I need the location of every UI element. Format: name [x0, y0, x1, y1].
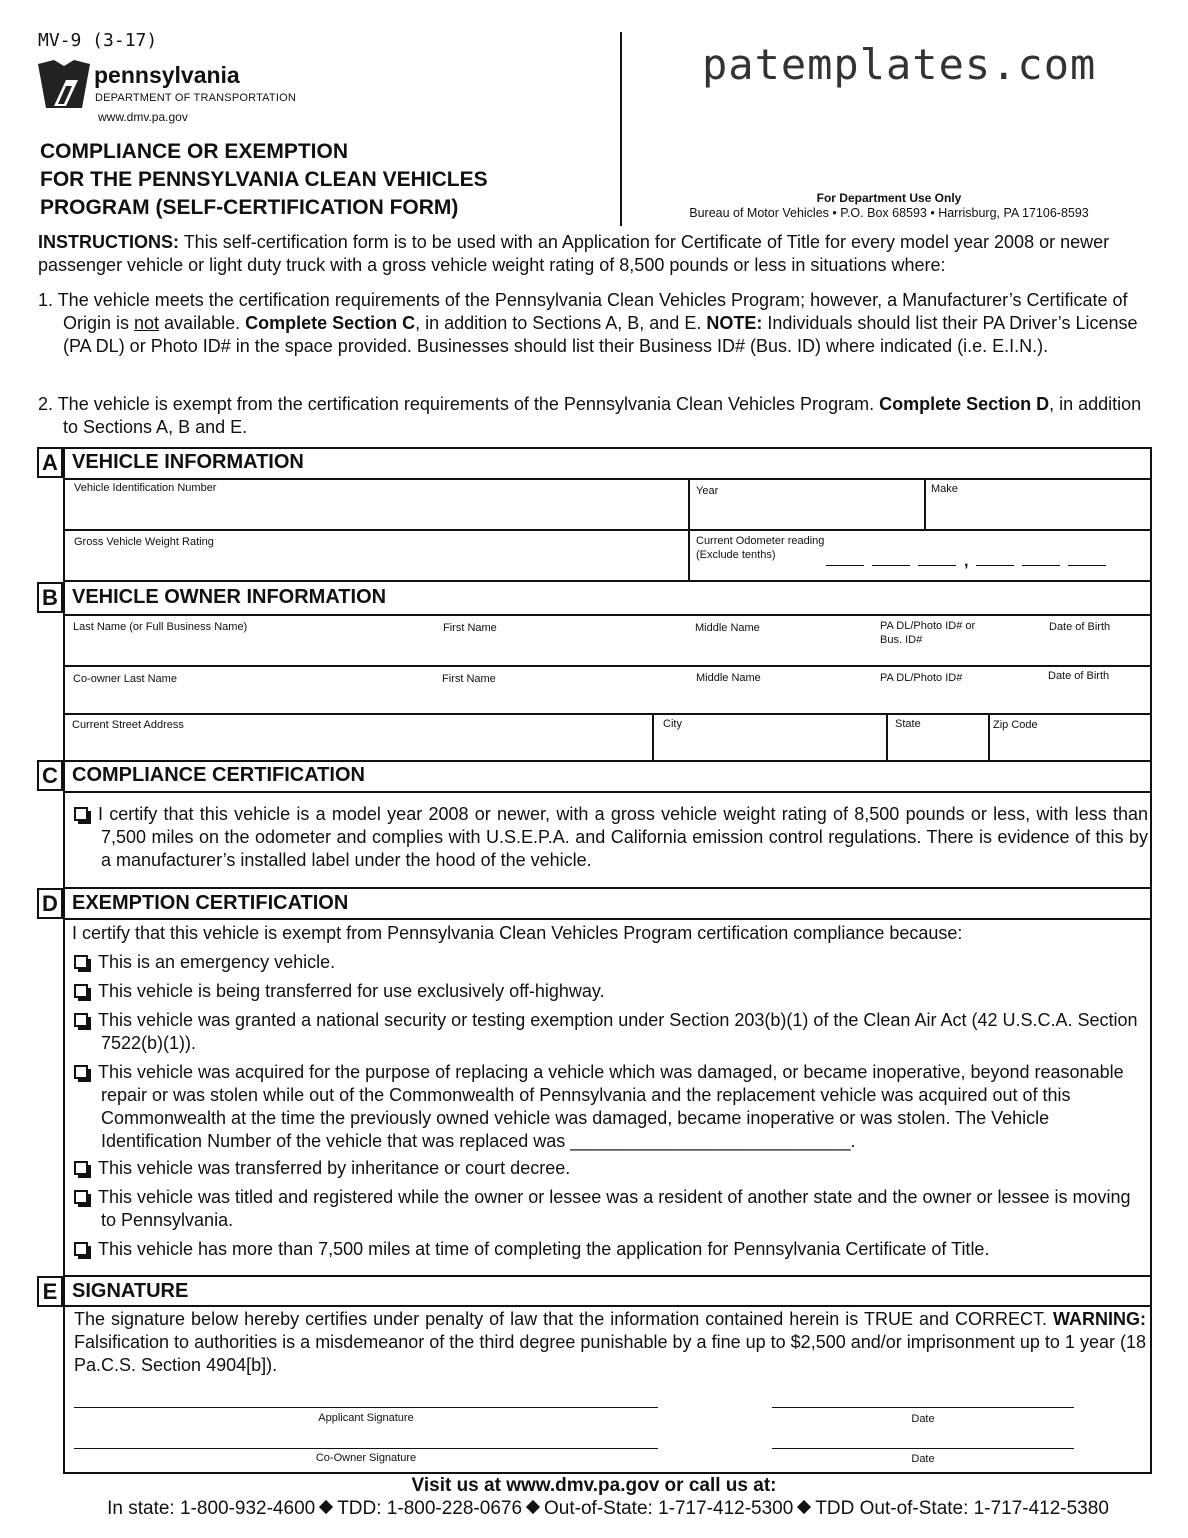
exemption-checkbox-3[interactable] [74, 1013, 88, 1027]
exemption-item-2: This vehicle is being transferred for use exclusively off-highway. [74, 980, 1148, 1003]
exemption-checkbox-4[interactable] [74, 1065, 88, 1079]
odometer-label-2: (Exclude tenths) [696, 549, 776, 561]
dept-use-address: Bureau of Motor Vehicles • P.O. Box 68593 • Harrisburg, PA 17106-8593 [689, 206, 1089, 220]
section-d-letter: D [37, 888, 63, 919]
keystone-icon [36, 58, 92, 110]
title-line-3: PROGRAM (SELF-CERTIFICATION FORM) [40, 196, 459, 219]
co-last-label: Co-owner Last Name [73, 673, 177, 685]
exemption-item-5: This vehicle was transferred by inheritance or court decree. [74, 1157, 1148, 1180]
agency-url: www.dmv.pa.gov [98, 110, 188, 124]
exemption-item-4: This vehicle was acquired for the purpose of replacing a vehicle which was damaged, or became inoperative, beyond reasonable repair or was stolen while out of the Commonwealth of Pennsylvania and the replacement vehicle was acquired out of this Commonwealth at the time the previously owned vehicle was damaged, became inoperative or was stolen. The Vehicle Identification Number of the vehicle that was replaced was ____________________________. [74, 1061, 1148, 1153]
section-a-letter: A [37, 447, 63, 478]
co-dob-label: Date of Birth [1048, 670, 1110, 682]
section-b-title: VEHICLE OWNER INFORMATION [72, 586, 387, 608]
exemption-item-6: This vehicle was titled and registered while the owner or lessee was a resident of another state and the owner or lessee is moving to Pennsylvania. [74, 1186, 1148, 1232]
exemption-checkbox-1[interactable] [74, 955, 88, 969]
section-e-title: SIGNATURE [72, 1280, 189, 1302]
exemption-item-7: This vehicle has more than 7,500 miles at time of completing the application for Pennsylvania Certificate of Title. [74, 1238, 1148, 1261]
co-middle-label: Middle Name [696, 672, 761, 684]
penndot-logo [36, 58, 92, 115]
exemption-checkbox-6[interactable] [74, 1190, 88, 1204]
header-divider [620, 32, 622, 226]
vin-field[interactable] [66, 494, 686, 528]
make-label: Make [931, 483, 958, 495]
coowner-name-field[interactable] [66, 688, 1148, 712]
year-field[interactable] [692, 498, 922, 528]
section-c-title: COMPLIANCE CERTIFICATION [72, 764, 365, 786]
exemption-item-3: This vehicle was granted a national security or testing exemption under Section 203(b)(1) of the Clean Air Act (42 U.S.C.A. Section 7522(b)(1)). [74, 1009, 1148, 1055]
watermark: patemplates.com [702, 40, 1097, 89]
form-number: MV-9 (3-17) [38, 30, 158, 51]
address-field[interactable] [66, 733, 1148, 759]
section-c-letter: C [37, 760, 63, 791]
phone-instate: In state: 1-800-932-4600 [107, 1498, 316, 1519]
diamond-icon [797, 1500, 811, 1514]
section-e-letter: E [37, 1276, 63, 1307]
owner-name-field[interactable] [66, 640, 1148, 664]
dl-label-2: Bus. ID# [880, 634, 923, 646]
date-line-2[interactable] [772, 1448, 1074, 1449]
co-first-label: First Name [442, 673, 496, 685]
coowner-signature-line[interactable] [74, 1448, 658, 1449]
form-right-border [1150, 447, 1152, 1474]
phone-tdd: TDD: 1-800-228-0676 [337, 1498, 523, 1519]
applicant-signature-line[interactable] [74, 1407, 658, 1408]
section-b-letter: B [37, 582, 63, 613]
vin-label: Vehicle Identification Number [74, 482, 217, 494]
title-line-1: COMPLIANCE OR EXEMPTION [40, 140, 349, 163]
odometer-label-1: Current Odometer reading [696, 535, 825, 547]
phone-outstate: Out-of-State: 1-717-412-5300 [544, 1498, 794, 1519]
instructions-intro [38, 231, 1150, 277]
odometer-field[interactable]: , [826, 553, 1114, 571]
co-dl-label: PA DL/Photo ID# [880, 672, 963, 684]
signature-statement: The signature below hereby certifies under penalty of law that the information contained herein is TRUE and CORRECT. WARNING: Falsification to authorities is a misdemeanor of the third degree punishable by a fine up to $2,500 and/or imprisonment up to 1 year (18 Pa.C.S. Section 4904[b]). [74, 1309, 1146, 1375]
dob-label: Date of Birth [1049, 621, 1111, 633]
exemption-checkbox-2[interactable] [74, 984, 88, 998]
form-title [40, 138, 488, 222]
footer-visit: Visit us at www.dmv.pa.gov or call us at: [411, 1475, 777, 1496]
dl-label-1: PA DL/Photo ID# or [880, 620, 976, 632]
instructions-label: INSTRUCTIONS: [38, 232, 179, 252]
exemption-item-1: This is an emergency vehicle. [74, 951, 1148, 974]
exemption-checkbox-7[interactable] [74, 1242, 88, 1256]
compliance-item: I certify that this vehicle is a model year 2008 or newer, with a gross vehicle weight rating of 8,500 pounds or less, with less than 7,500 miles on the odometer and complies with U.S.E.P.A. and California emission control regulations. There is evidence of this by a manufacturer’s installed label under the hood of the vehicle. [74, 803, 1148, 872]
date-label-2: Date [911, 1453, 935, 1465]
state-label: State [895, 718, 921, 730]
zip-label: Zip Code [993, 719, 1038, 731]
middle-name-label: Middle Name [695, 622, 760, 634]
dept-use-label: For Department Use Only [816, 191, 962, 205]
section-a-title: VEHICLE INFORMATION [72, 451, 304, 473]
first-name-label: First Name [443, 622, 497, 634]
form-left-border [63, 447, 65, 1474]
agency-name: pennsylvania [94, 62, 240, 88]
coowner-signature-label: Co-Owner Signature [315, 1452, 417, 1464]
gvwr-label: Gross Vehicle Weight Rating [74, 536, 214, 548]
applicant-signature-label: Applicant Signature [318, 1412, 414, 1424]
last-name-label: Last Name (or Full Business Name) [73, 621, 248, 633]
diamond-icon [526, 1500, 540, 1514]
phone-tdd-outstate: TDD Out-of-State: 1-717-412-5380 [815, 1498, 1109, 1519]
gvwr-field[interactable] [66, 550, 686, 578]
year-label: Year [696, 485, 719, 497]
city-label: City [663, 718, 682, 730]
date-label-1: Date [911, 1413, 935, 1425]
date-line-1[interactable] [772, 1407, 1074, 1408]
instruction-item-2: 2. The vehicle is exempt from the certification requirements of the Pennsylvania Clean Vehicles Program. Complete Section D, in addition to Sections A, B and E. [38, 394, 1142, 437]
instructions-text: This self-certification form is to be used with an Application for Certificate of Title for every model year 2008 or newer passenger vehicle or light duty truck with a gross vehicle weight rating of 8,500 pounds or less in situations where: [38, 232, 1110, 275]
section-d-title: EXEMPTION CERTIFICATION [72, 892, 349, 914]
instruction-item-1: 1. The vehicle meets the certification requirements of the Pennsylvania Clean Vehicles Program; however, a Manufacturer’s Certificate of Origin is not available. Complete Section C, in addition to Sections A, B, and E. NOTE: Individuals should list their PA Driver’s License (PA DL) or Photo ID# in the space provided. Businesses should list their Business ID# (Bus. ID) where indicated (i.e. E.I.N.). [38, 290, 1138, 356]
diamond-icon [319, 1500, 333, 1514]
footer-phones [0, 1498, 1188, 1520]
agency-dept: DEPARTMENT OF TRANSPORTATION [95, 92, 296, 104]
street-label: Current Street Address [72, 719, 184, 731]
exemption-checkbox-5[interactable] [74, 1161, 88, 1175]
title-line-2: FOR THE PENNSYLVANIA CLEAN VEHICLES [40, 168, 488, 191]
compliance-checkbox[interactable] [74, 807, 88, 821]
exemption-intro: I certify that this vehicle is exempt from Pennsylvania Clean Vehicles Program certification compliance because: [72, 923, 963, 943]
make-field[interactable] [928, 496, 1148, 528]
